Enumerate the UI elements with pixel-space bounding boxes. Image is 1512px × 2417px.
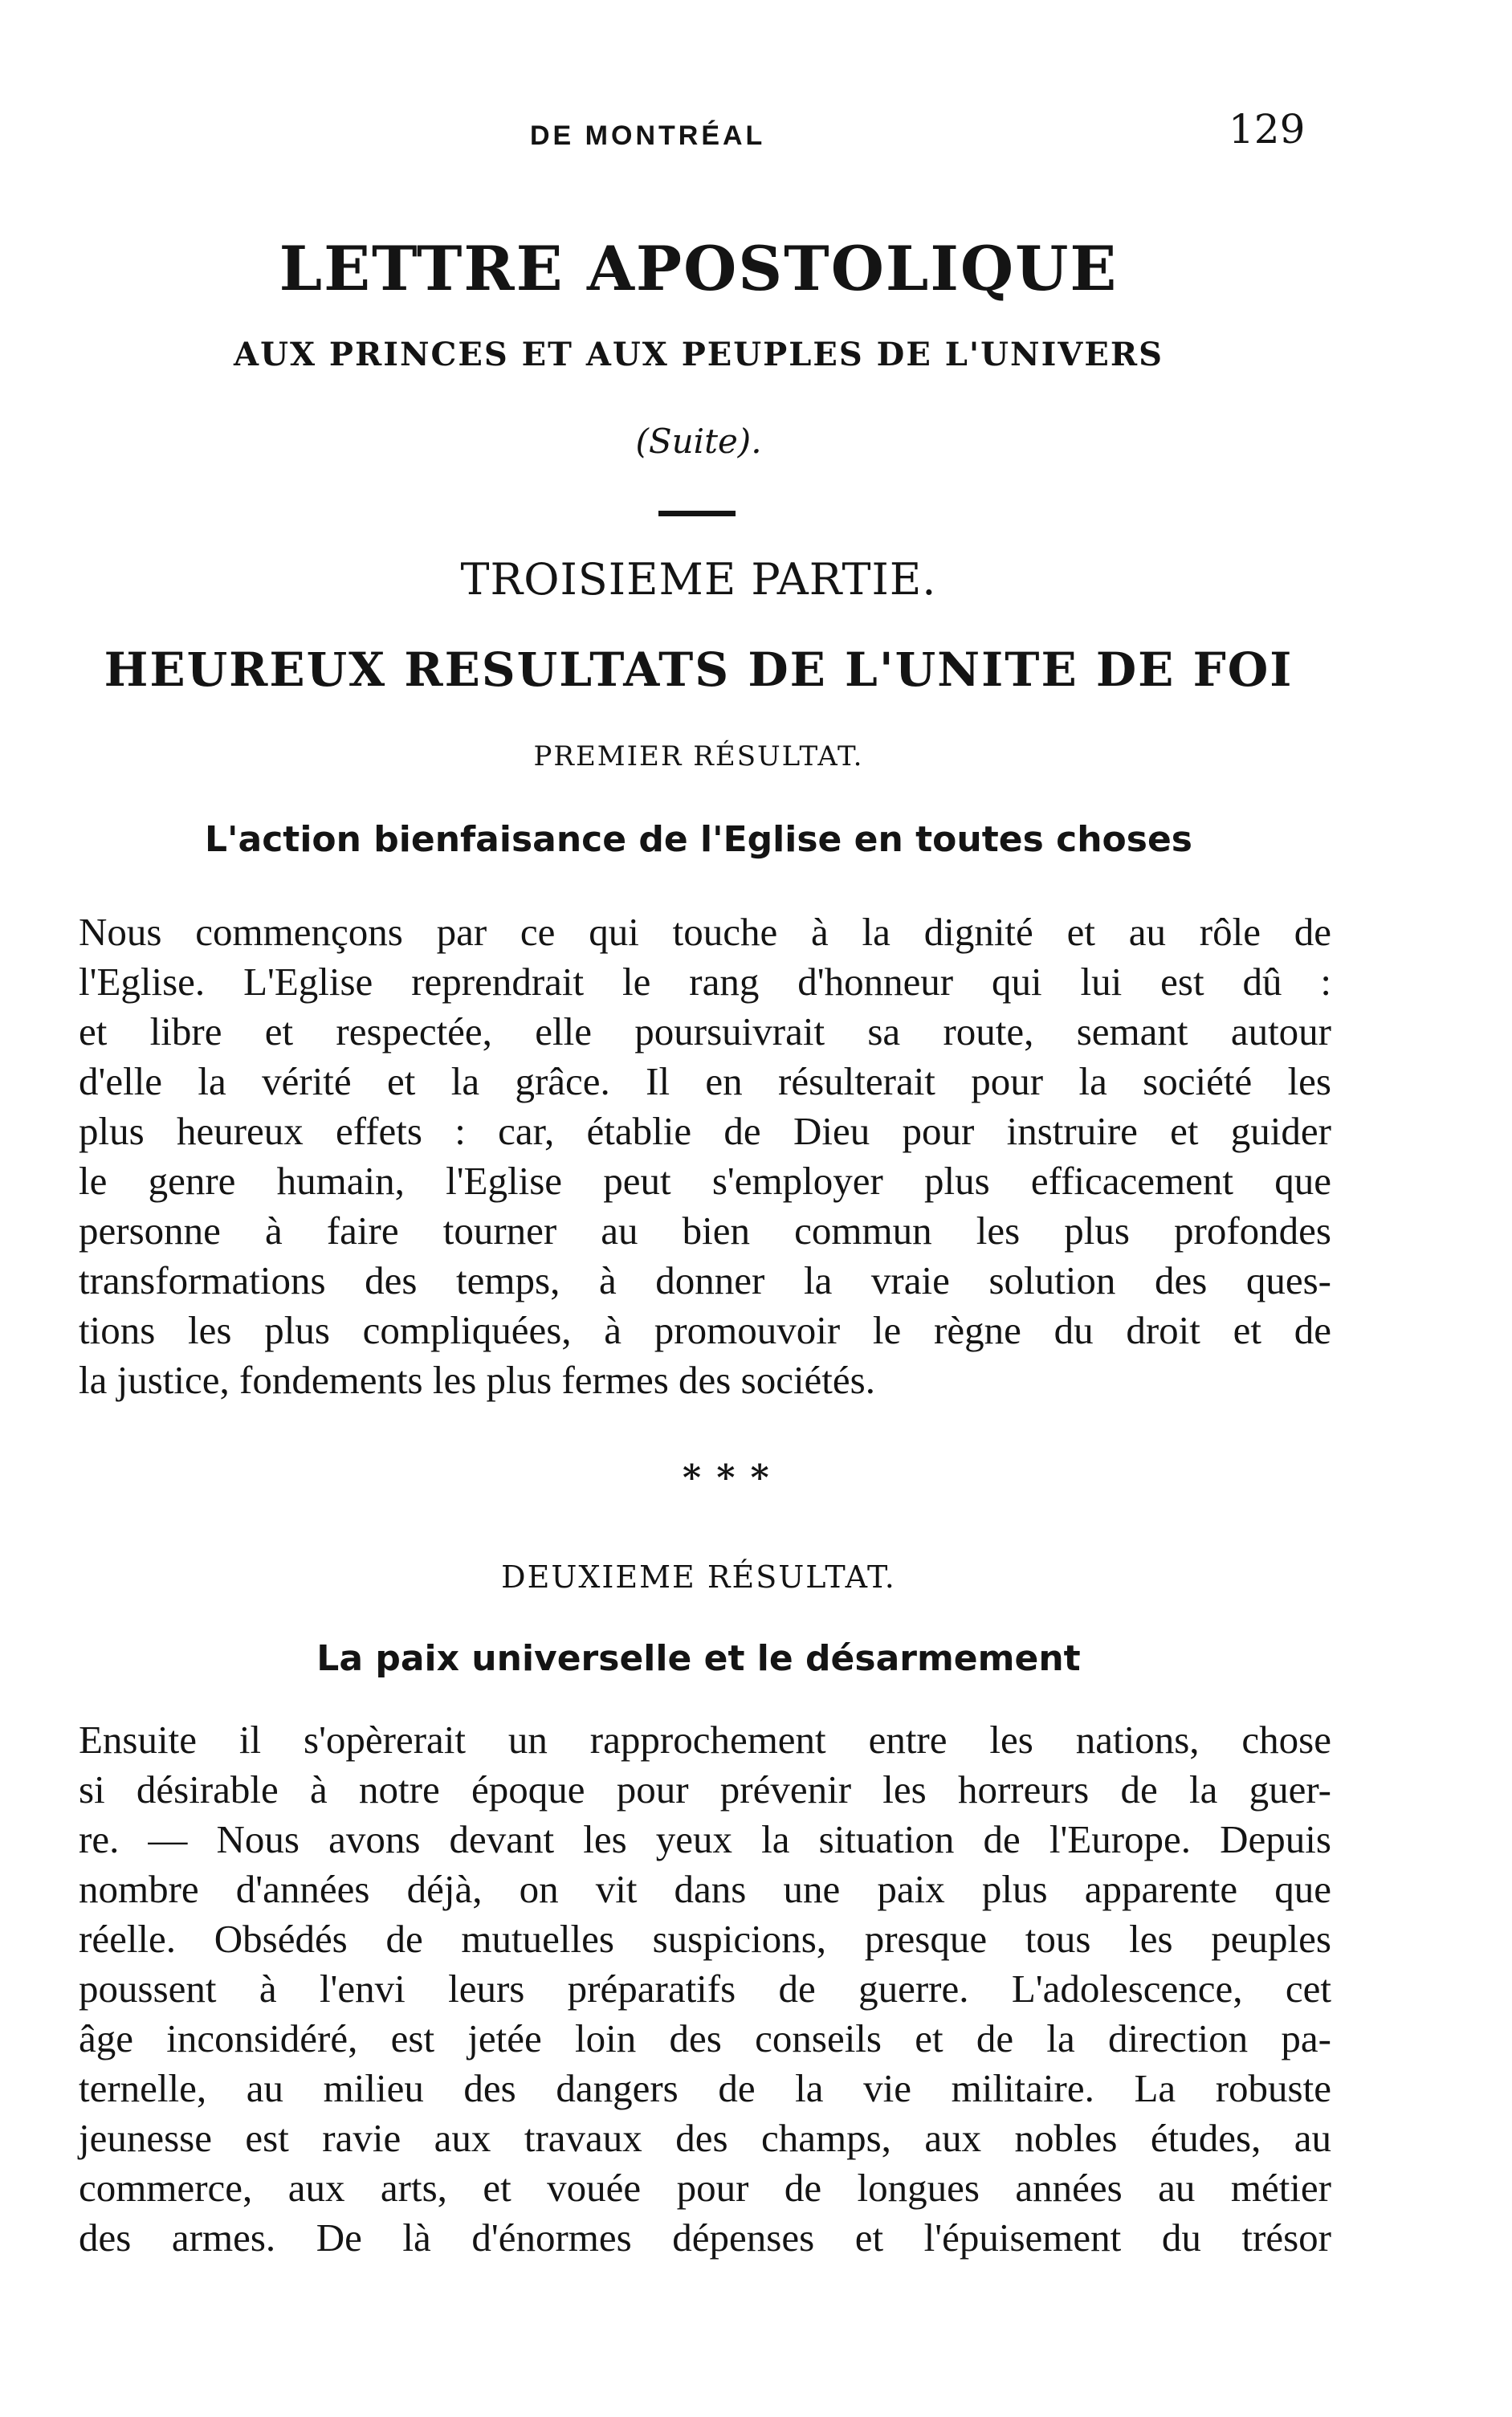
text-line: des armes. De là d'énormes dépenses et l'épuisement du trésor — [79, 2215, 1331, 2260]
text-line: Nous commençons par ce qui touche à la dignité et au rôle de — [79, 910, 1331, 954]
section-label-1: PREMIER RÉSULTAT. — [533, 740, 864, 772]
paragraph-2 — [79, 1715, 1331, 2263]
text-line: et libre et respectée, elle poursuivrait sa route, semant autour — [79, 1009, 1331, 1054]
section-heading-1: L'action bienfaisance de l'Eglise en toutes choses — [205, 819, 1192, 860]
text-line: l'Eglise. L'Eglise reprendrait le rang d'honneur qui lui est dû : — [79, 960, 1331, 1004]
section-heading-2: La paix universelle et le désarmement — [316, 1638, 1081, 1679]
paragraph-1 — [79, 907, 1331, 1405]
main-title: LETTRE APOSTOLIQUE — [279, 233, 1119, 304]
page-number: 129 — [1229, 106, 1306, 153]
text-line: le genre humain, l'Eglise peut s'employer plus efficacement que — [79, 1159, 1331, 1203]
asterism — [683, 1457, 771, 1514]
section-label-2: DEUXIEME RÉSULTAT. — [501, 1559, 896, 1595]
text-line: re. — Nous avons devant les yeux la situation de l'Europe. Depuis — [79, 1817, 1331, 1861]
text-line: commerce, aux arts, et vouée pour de longues années au métier — [79, 2166, 1331, 2210]
text-line: nombre d'années déjà, on vit dans une paix plus apparente que — [79, 1867, 1331, 1911]
text-line: poussent à l'envi leurs préparatifs de guerre. L'adolescence, cet — [79, 1967, 1331, 2011]
asterism-text: * * * — [683, 1457, 771, 1498]
title-rule — [658, 511, 736, 516]
text-line: transformations des temps, à donner la vraie solution des ques- — [79, 1258, 1331, 1302]
text-line: réelle. Obsédés de mutuelles suspicions, presque tous les peuples — [79, 1917, 1331, 1961]
part-heading: HEUREUX RESULTATS DE L'UNITE DE FOI — [104, 642, 1294, 697]
running-head — [0, 106, 1512, 185]
text-line: ternelle, au milieu des dangers de la vie militaire. La robuste — [79, 2066, 1331, 2110]
text-line: si désirable à notre époque pour prévenir les horreurs de la guer- — [79, 1767, 1331, 1812]
text-line: âge inconsidéré, est jetée loin des conseils et de la direction pa- — [79, 2016, 1331, 2060]
text-line: d'elle la vérité et la grâce. Il en résulterait pour la société les — [79, 1059, 1331, 1103]
text-line: plus heureux effets : car, établie de Dieu pour instruire et guider — [79, 1109, 1331, 1153]
text-line: Ensuite il s'opèrerait un rapprochement entre les nations, chose — [79, 1718, 1331, 1762]
text-line: tions les plus compliquées, à promouvoir le règne du droit et de — [79, 1308, 1331, 1352]
subtitle: AUX PRINCES ET AUX PEUPLES DE L'UNIVERS — [234, 336, 1164, 373]
running-head-title: DE MONTRÉAL — [530, 120, 766, 151]
text-line: jeunesse est ravie aux travaux des champs, aux nobles études, au — [79, 2116, 1331, 2160]
suite-label: (Suite). — [635, 422, 762, 461]
text-line: la justice, fondements les plus fermes des sociétés. — [79, 1358, 875, 1402]
part-label: TROISIEME PARTIE. — [460, 554, 937, 605]
text-line: personne à faire tourner au bien commun les plus profondes — [79, 1208, 1331, 1253]
